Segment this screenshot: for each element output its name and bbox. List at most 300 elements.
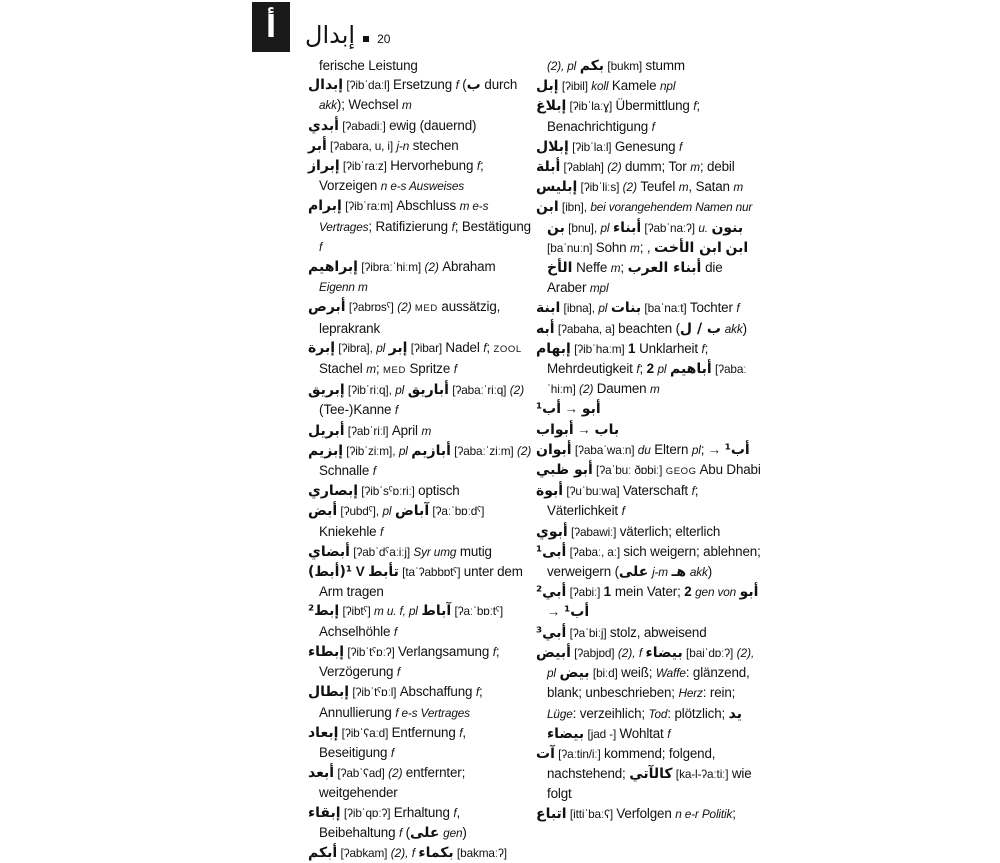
arabic-headword: إبريق [308, 382, 345, 399]
grammar-label: m u. f, pl [374, 604, 418, 619]
dictionary-entry [308, 763, 534, 802]
transcription: [ʔuˈbuːwa] [563, 484, 623, 499]
grammar-label: m e-s Vertrages [319, 199, 489, 234]
transcription: [ʔibˈqɒːʔ] [340, 805, 394, 820]
definition-text: (Tee-)Kanne [319, 402, 395, 418]
arabic-headword: أبناء [612, 219, 642, 236]
definition-text: ; Bestätigung [454, 218, 531, 234]
definition-text: Achselhöhle [319, 623, 394, 639]
header-bullet [363, 36, 369, 42]
dictionary-entry [536, 623, 762, 643]
grammar-label: f [621, 504, 625, 519]
dictionary-entry [308, 441, 534, 481]
grammar-label: mpl [589, 281, 609, 296]
arabic-headword: إبر [388, 339, 408, 356]
arabic-headword: أبناء العرب [627, 260, 702, 277]
grammar-label: f [691, 484, 695, 499]
definition-text: → [561, 401, 582, 417]
transcription: [baˈnuːn] [547, 240, 596, 255]
dictionary-entry [308, 156, 534, 196]
transcription: [jad -] [584, 726, 620, 741]
transcription: [ʔaˈbiːj] [566, 625, 610, 640]
definition-text: Kniekehle [319, 523, 381, 539]
definition-text: Wohltat [619, 725, 668, 741]
grammar-label: pl [598, 301, 608, 316]
transcription: [ʔibˈraːm] [341, 199, 397, 214]
definition-text: ( [402, 824, 410, 840]
transcription: [ʔabjɒd] [570, 645, 618, 660]
arabic-headword: بنون [711, 219, 744, 236]
definition-text: ; Mehrdeutigkeit [547, 340, 709, 377]
transcription: [ʔibˈdaːl] [343, 78, 394, 93]
definition-text: Entfernung [391, 724, 460, 740]
definition-text: Sohn [595, 239, 631, 255]
grammar-label: j-n [396, 138, 410, 153]
transcription: [ʔabara, u, i] [326, 138, 397, 153]
transcription: [ʔabadiː] [338, 118, 390, 133]
definition-text: ; [486, 339, 494, 355]
grammar-label: f [651, 119, 655, 134]
transcription: [ʔubdˤ], [337, 504, 383, 519]
grammar-label: f [492, 644, 496, 659]
arabic-headword: أبو ظبي [536, 462, 593, 479]
transcription: [ʔabaːˈziːm] [450, 443, 517, 458]
dictionary-entry [536, 542, 762, 582]
definition-text: ) [742, 320, 747, 336]
grammar-label: (2) [397, 300, 415, 315]
definition-text: Hervorhebung [390, 158, 477, 174]
grammar-label: f [319, 239, 323, 254]
arabic-headword: إبزيم [308, 442, 343, 459]
transcription: [ʔabaː, aː] [566, 544, 624, 559]
grammar-label: f [396, 665, 400, 680]
arabic-headword: أب¹ [564, 604, 590, 621]
grammar-label: f [459, 725, 463, 740]
dictionary-entry [536, 157, 762, 177]
arabic-headword: أبه [536, 320, 555, 337]
dictionary-entry [536, 298, 762, 318]
dictionary-entry [536, 177, 762, 197]
grammar-label: Tod [648, 706, 668, 721]
arabic-headword: إبقاء [308, 804, 341, 821]
dictionary-entry [536, 137, 762, 157]
grammar-label: u. [698, 220, 708, 235]
transcription: [ʔabˈdˤaːiːj] [349, 544, 414, 559]
definition-text: Daumen [596, 381, 651, 397]
arabic-headword: أبوي [536, 523, 568, 540]
transcription: [ʔaːˈbɒːtˤ] [451, 604, 504, 619]
grammar-label: f [693, 99, 697, 114]
definition-text: ; [639, 361, 647, 377]
right-column [536, 56, 762, 824]
transcription: [ʔibˈliːs] [577, 180, 623, 195]
arabic-headword: ابن [536, 199, 559, 216]
arabic-headword: إبدال [308, 77, 344, 94]
arabic-headword: إبرة [308, 339, 336, 356]
grammar-label: m [630, 240, 640, 255]
grammar-label: (2) [516, 443, 532, 458]
sense-number: 1 [627, 340, 636, 356]
definition-text: Teufel [640, 179, 679, 195]
definition-text: ) [462, 824, 467, 840]
definition-text: ferische Leistung [319, 58, 418, 73]
transcription: [ʔabkam] [337, 845, 391, 860]
arabic-headword: بيضاء [645, 644, 683, 661]
transcription: [ʔaˈbuː ðɒbiː] [592, 463, 666, 478]
arabic-headword: ابن الأخت [654, 239, 722, 256]
arabic-headword: إبهام [536, 340, 571, 357]
arabic-headword: أبوان [536, 441, 572, 458]
transcription: [bukm] [604, 59, 646, 73]
grammar-label: bei vorangehendem Namen nur [590, 200, 753, 215]
arabic-headword: أبوة [536, 483, 564, 500]
definition-text: ; [732, 805, 736, 821]
transcription: [ʔaːˈbɒːdˤ] [429, 504, 485, 519]
definition-text: ; Benachrichtigung [547, 98, 700, 134]
dictionary-entry [308, 642, 534, 682]
left-column [308, 56, 534, 863]
dictionary-entry [536, 76, 762, 96]
dictionary-entry [308, 338, 534, 380]
definition-text: aussätzig, leprakrank [319, 299, 501, 336]
dictionary-entry [536, 399, 762, 419]
definition-text: Verlangsamung [398, 643, 493, 659]
dictionary-entry [536, 582, 762, 622]
grammar-label: m [690, 160, 700, 175]
domain-label: GEOG [665, 466, 697, 478]
definition-text: Schnalle [319, 463, 373, 479]
arabic-headword: تأبط [368, 564, 399, 581]
transcription: [ʔabiː] [566, 585, 604, 600]
transcription: [ʔibˈlaːl] [568, 139, 615, 154]
grammar-label: m [366, 362, 376, 377]
definition-text: ; Verzögerung [319, 643, 500, 680]
grammar-label: f [475, 685, 479, 700]
arabic-headword: بكم [579, 58, 605, 74]
arabic-headword: أبكم [308, 844, 338, 861]
grammar-label: (2) [509, 383, 525, 398]
grammar-label: akk [689, 565, 708, 580]
grammar-label: f [380, 524, 384, 539]
definition-text: beachten ( [618, 320, 680, 336]
definition-text: stechen [409, 137, 459, 153]
transcription: [ʔibˈlaːɣ] [566, 99, 616, 114]
dictionary-entry [536, 319, 762, 339]
dictionary-entry [308, 601, 534, 641]
transcription: [ʔabawiː] [567, 524, 620, 539]
transcription: [ibna], [560, 301, 599, 316]
grammar-label: n e-s Ausweises [380, 179, 464, 194]
transcription: [ʔabˈnaːʔ] [641, 220, 699, 235]
transcription: [ʔibˈhaːm] [570, 341, 628, 356]
arabic-headword: هـ [671, 564, 687, 581]
dictionary-entry [308, 803, 534, 843]
definition-text: Vaterschaft [622, 483, 692, 499]
grammar-label: m [421, 423, 432, 438]
arabic-headword: أبى¹ [536, 543, 567, 560]
sense-number: 2 [684, 584, 692, 600]
grammar-label: (2) [388, 766, 406, 781]
definition-text: , Beseitigung [319, 724, 466, 760]
arabic-headword: بكماء [418, 844, 454, 861]
definition-text: Genesung [614, 138, 680, 154]
definition-text: , Satan [688, 179, 734, 195]
definition-text: dumm; Tor [624, 159, 691, 175]
arabic-headword: أباهيم [669, 361, 712, 378]
arabic-headword: إبصاري [308, 483, 358, 500]
arabic-headword: على [618, 564, 649, 581]
transcription: [ʔibtˤ] [339, 604, 375, 619]
arabic-headword: أبض [308, 503, 338, 520]
definition-text: ; Vorzeigen [319, 158, 484, 194]
arabic-headword: ب [466, 77, 481, 94]
grammar-label: f [701, 341, 705, 356]
grammar-label: j-m [652, 565, 668, 580]
grammar-label: npl [660, 79, 676, 94]
definition-text: ); Wechsel [336, 97, 402, 113]
arabic-headword: ب / ل [679, 320, 721, 337]
transcription: [bakmaːʔ] [453, 845, 507, 860]
transcription: [ʔibil] [558, 79, 592, 94]
definition-text: Nadel [445, 339, 484, 355]
grammar-label: pl [691, 442, 701, 457]
definition-text: Abschaffung [399, 684, 476, 700]
arabic-headword: اتباع [536, 805, 567, 822]
definition-text: Abraham [442, 259, 496, 275]
grammar-label: koll [591, 79, 609, 94]
arabic-headword: يد بيضاء [547, 705, 742, 742]
arabic-headword: آباض [394, 503, 430, 520]
grammar-label: f [483, 340, 487, 355]
definition-text: ) [707, 564, 713, 580]
definition-text: mein Vater; [611, 584, 685, 600]
grammar-label: f [667, 726, 671, 741]
definition-text: → [547, 604, 565, 620]
transcription: [biːd] [589, 666, 622, 681]
definition-text: Unklarheit [635, 340, 702, 356]
sense-number: 1 [603, 584, 612, 600]
transcription: [ʔibˈziːm], [343, 443, 399, 458]
definition-text: stolz, abweisend [609, 624, 707, 640]
definition-text: mutig [456, 543, 492, 559]
arabic-headword: إبلاغ [536, 98, 567, 115]
sense-number: V [355, 564, 365, 580]
transcription: [taˈʔabbɒtˤ] [398, 565, 464, 580]
arabic-headword: آت [536, 745, 555, 762]
grammar-label: pl [382, 504, 392, 519]
grammar-label: gen von [695, 585, 737, 600]
dictionary-entry [308, 481, 534, 501]
transcription: [ittiˈbaːʕ] [566, 806, 617, 821]
dictionary-entry [308, 116, 534, 136]
dictionary-entry [308, 196, 534, 257]
dictionary-entry [536, 643, 762, 744]
grammar-label: f [476, 159, 480, 174]
arabic-headword: أبيض [536, 644, 571, 661]
grammar-label: f [455, 78, 459, 93]
dictionary-entry [536, 744, 762, 804]
grammar-label: f [398, 825, 403, 840]
arabic-headword: إبطاء [308, 643, 345, 660]
arabic-headword: باب [594, 421, 620, 438]
grammar-label: du [637, 442, 651, 457]
arabic-headword: أباريق [407, 382, 449, 399]
definition-text: Abu Dhabi [696, 462, 761, 478]
definition-text: weiß; [621, 665, 656, 681]
transcription: [baˈnaːt] [641, 301, 690, 316]
arabic-headword: ابنة [536, 300, 561, 317]
grammar-label: f [679, 139, 683, 154]
dictionary-entry [308, 723, 534, 763]
arabic-headword: أبر [308, 137, 327, 154]
definition-text: ; [375, 361, 384, 377]
transcription: [ʔaːtin/iː] [554, 746, 605, 761]
arabic-headword: كالآتي [629, 766, 673, 783]
dictionary-entry [536, 804, 762, 824]
arabic-headword: على [409, 824, 440, 841]
transcription: [ʔibar] [407, 340, 446, 355]
dictionary-entry [536, 420, 762, 440]
dictionary-entry [308, 843, 534, 863]
arabic-headword: إبل [536, 78, 559, 95]
definition-text: ; debil [699, 159, 735, 175]
arabic-headword: بن [547, 219, 565, 236]
arabic-headword: أبريل [308, 422, 345, 439]
grammar-label: Syr umg [413, 544, 457, 559]
transcription: [ʔibˈraːz] [339, 159, 391, 174]
transcription: [bnu], [564, 220, 601, 235]
dictionary-entry [536, 56, 762, 76]
definition-text: : glänzend, blank; unbeschrieben; [547, 665, 750, 701]
arabic-headword: بنات [610, 300, 642, 317]
transcription: [ʔabaha, a] [554, 321, 619, 336]
definition-text: Übermittlung [615, 98, 694, 114]
grammar-label: (2) [622, 180, 641, 195]
grammar-label: m [733, 180, 744, 195]
arabic-headword: إبلال [536, 138, 569, 155]
dictionary-entry [536, 460, 762, 481]
grammar-label: m [402, 98, 412, 113]
arabic-headword: إبليس [536, 179, 578, 196]
page-header [305, 18, 390, 50]
definition-text: stumm [645, 58, 685, 73]
dictionary-entry [536, 339, 762, 400]
definition-text: ; [620, 260, 628, 276]
transcription: [ʔabaˈwaːn] [571, 442, 638, 457]
grammar-label: f e-s Vertrages [395, 705, 470, 720]
definition-text: ; → [700, 441, 725, 457]
transcription: [ʔabˈriːl] [344, 423, 392, 438]
arabic-headword: أبو [581, 401, 601, 418]
grammar-label: (2), f [390, 845, 415, 860]
grammar-label: pl [376, 340, 386, 355]
grammar-label: (2), pl [547, 59, 577, 73]
dictionary-entry [308, 501, 534, 541]
definition-text: April [391, 422, 422, 438]
transcription: [ʔibˈsˤɒːriː] [358, 484, 419, 499]
dictionary-entry [308, 682, 534, 722]
grammar-label: Waffe [655, 666, 686, 681]
arabic-headword: (أبط)¹ [308, 564, 352, 581]
arabic-headword: إبطال [308, 684, 350, 701]
dictionary-entry [536, 96, 762, 136]
dictionary-entry [308, 56, 534, 75]
arabic-headword: أب¹ [536, 401, 562, 418]
grammar-label: f [372, 464, 376, 479]
arabic-headword: إبراهيم [308, 259, 358, 276]
definition-text: ; Annullierung [319, 684, 483, 720]
definition-text: Tochter [689, 300, 737, 316]
dictionary-entry [308, 136, 534, 156]
definition-text: : plötzlich; [667, 705, 729, 721]
domain-label: MED [414, 303, 438, 315]
arabic-headword: أبضاي [308, 543, 350, 560]
arabic-headword: آباط [421, 603, 452, 620]
grammar-label: f [636, 362, 640, 377]
grammar-label: f [453, 362, 457, 377]
definition-text: die Araber [547, 260, 723, 296]
definition-text: durch [480, 77, 518, 93]
arabic-headword: أبلة [536, 159, 561, 176]
grammar-label: pl [395, 383, 405, 398]
grammar-label: gen [443, 825, 463, 840]
page-number: 20 [377, 32, 391, 46]
arabic-headword: بيض [559, 665, 590, 682]
definition-text: ; Väterlichkeit [547, 483, 699, 519]
definition-text: Spritze [405, 361, 454, 377]
transcription: [ibn], [558, 200, 591, 215]
definition-text: Eltern [650, 441, 692, 457]
transcription: [ʔibˈʕaːd] [338, 725, 392, 740]
definition-text: unter dem Arm tragen [319, 564, 523, 600]
transcription: [ʔibˈtˤɒːʔ] [344, 644, 399, 659]
dictionary-entry [536, 197, 762, 298]
definition-text: sich weigern; ablehnen; verweigern ( [547, 543, 761, 580]
grammar-label: m [610, 261, 621, 276]
arabic-headword: إبراز [308, 158, 340, 175]
arabic-headword: إبط² [308, 603, 340, 620]
arabic-headword: أبو [739, 584, 759, 601]
definition-text: entfernter; weitgehender [319, 765, 466, 801]
arabic-headword: إبعاد [308, 724, 339, 741]
sense-number: 2 [646, 361, 654, 377]
grammar-label: pl [600, 220, 610, 235]
transcription: [ʔibraːˈhiːm] [357, 260, 425, 275]
grammar-label: akk [724, 321, 743, 336]
definition-text: ewig (dauernd) [389, 117, 477, 133]
grammar-label: f [736, 301, 740, 316]
transcription: [ʔibˈriːq], [344, 383, 396, 398]
transcription: [ʔabrɒsˤ] [345, 300, 398, 315]
grammar-label: f [390, 745, 395, 760]
arabic-headword: أبي² [536, 584, 567, 601]
dictionary-entry [308, 562, 534, 601]
definition-text: kommend; folgend, nachstehend; [547, 745, 716, 782]
domain-label: MED [383, 365, 406, 377]
definition-text: ( [458, 77, 467, 93]
definition-text: väterlich; elterlich [619, 523, 721, 539]
domain-label: ZOOL [493, 343, 522, 355]
dictionary-entry [536, 522, 762, 542]
transcription: [ʔibra], [335, 340, 377, 355]
definition-text: Stachel [319, 361, 367, 377]
grammar-label: m [678, 180, 689, 195]
arabic-headword: أب¹ [724, 441, 750, 458]
arabic-headword: أبرص [308, 299, 346, 316]
grammar-label: Eigenn m [319, 280, 368, 295]
dictionary-entry [536, 440, 762, 460]
dictionary-entry [308, 380, 534, 420]
